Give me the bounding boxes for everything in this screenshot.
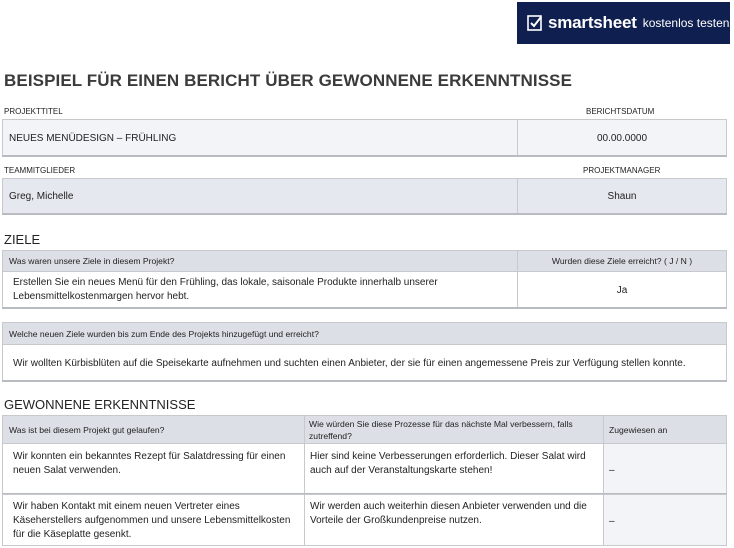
team-members-value: Greg, Michelle bbox=[9, 191, 74, 202]
table-row bbox=[603, 494, 727, 546]
project-title-label: PROJEKTTITEL bbox=[4, 107, 63, 116]
project-manager-value: Shaun bbox=[607, 191, 637, 202]
project-manager-label: PROJEKTMANAGER bbox=[583, 166, 661, 175]
goals-reached-question: Wurden diese Ziele erreicht? ( J / N ) bbox=[551, 256, 693, 266]
went-well-1: Wir konnten ein bekanntes Rezept für Salatdressing für einen neuen Salat verwenden. bbox=[13, 451, 286, 476]
improve-header: Wie würden Sie diese Prozesse für das nächste Mal verbessern, falls zutreffend? bbox=[309, 419, 573, 441]
assigned-header: Zugewiesen an bbox=[609, 425, 668, 435]
team-members-label: TEAMMITGLIEDER bbox=[4, 166, 76, 175]
project-title-value: NEUES MENÜDESIGN – FRÜHLING bbox=[9, 132, 177, 144]
new-goals-question: Welche neuen Ziele wurden bis zum Ende des Projekts hinzugefügt und erreicht? bbox=[9, 329, 319, 339]
page-title: BEISPIEL FÜR EINEN BERICHT ÜBER GEWONNENE ERKENNTNISSE bbox=[4, 71, 573, 90]
assigned-1: – bbox=[609, 465, 615, 476]
lessons-section-title: GEWONNENE ERKENNTNISSE bbox=[4, 397, 196, 412]
team-members-cell bbox=[2, 178, 518, 215]
goals-answer: Erstellen Sie ein neues Menü für den Frühling, das lokale, saisonale Produkte innerhalb unserer Lebensmittelkostenmargen hervor hebt. bbox=[13, 277, 438, 302]
went-well-2: Wir haben Kontakt mit einem neuen Vertreter eines Käseherstellers aufgenommen und unsere Lebensmittelkosten für die Käseplatte gesenkt. bbox=[13, 501, 291, 540]
report-date-label: BERICHTSDATUM bbox=[586, 107, 655, 116]
smartsheet-logo-icon bbox=[527, 15, 543, 31]
assigned-2: – bbox=[609, 516, 615, 527]
free-trial-link[interactable]: kostenlos testen bbox=[642, 16, 730, 30]
brand-name: smartsheet bbox=[548, 13, 637, 32]
report-date-value: 00.00.0000 bbox=[596, 132, 648, 144]
went-well-header: Was ist bei diesem Projekt gut gelaufen? bbox=[9, 425, 165, 435]
improve-2: Wir werden auch weiterhin diesen Anbieter verwenden und die Vorteile der Großkundenpreise nutzen. bbox=[310, 501, 587, 526]
goals-question: Was waren unsere Ziele in diesem Projekt? bbox=[9, 256, 175, 266]
table-row bbox=[603, 443, 727, 495]
improve-1: Hier sind keine Verbesserungen erforderlich. Dieser Salat wird auch auf der Veranstaltungskarte stehen! bbox=[310, 451, 586, 476]
smartsheet-banner[interactable] bbox=[517, 2, 730, 44]
new-goals-answer: Wir wollten Kürbisblüten auf die Speisekarte aufnehmen und suchten einen Anbieter, der sie für einen angemessene Preis zur Verfügung stellen konnte. bbox=[13, 357, 686, 369]
goals-section-title: ZIELE bbox=[4, 232, 41, 247]
goals-reached-answer: Ja bbox=[616, 284, 628, 296]
